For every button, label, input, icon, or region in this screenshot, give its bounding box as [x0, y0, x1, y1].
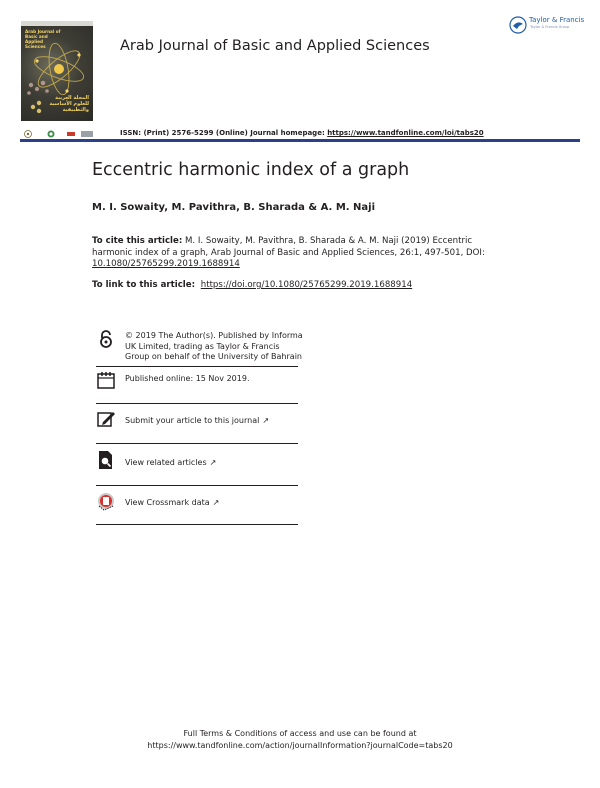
- calendar-icon: [96, 370, 116, 390]
- related-articles-label: View related articles: [125, 458, 207, 467]
- footer-terms-link[interactable]: https://www.tandfonline.com/action/journalInformation?journalCode=tabs20: [147, 741, 453, 750]
- issn-line: [120, 129, 484, 137]
- info-divider: [96, 366, 298, 367]
- link-label: To link to this article:: [92, 280, 196, 290]
- article-doi-link[interactable]: https://doi.org/10.1080/25765299.2019.1688914: [200, 280, 413, 290]
- publisher-logo-text: Taylor & Francis: [529, 16, 585, 24]
- crossmark-row[interactable]: [96, 491, 298, 515]
- header-divider: [20, 139, 580, 142]
- issn-text: ISSN: (Print) 2576-5299 (Online) Journal homepage:: [120, 129, 325, 137]
- submit-article-link[interactable]: [125, 416, 269, 427]
- external-link-icon: ↗: [209, 458, 217, 467]
- crossmark-link[interactable]: [125, 498, 219, 509]
- journal-homepage-link[interactable]: https://www.tandfonline.com/loi/tabs20: [327, 129, 484, 137]
- submit-article-label: Submit your article to this journal: [125, 416, 260, 425]
- footer-line-1: Full Terms & Conditions of access and use can be found at: [183, 729, 417, 738]
- publisher-logo-subtext: Taylor & Francis Group: [530, 25, 570, 29]
- publisher-logo[interactable]: [509, 16, 589, 36]
- citation-block: [92, 236, 492, 271]
- journal-title[interactable]: Arab Journal of Basic and Applied Sciences: [120, 38, 430, 54]
- open-access-icon: [96, 329, 116, 349]
- taylor-francis-logo-icon: [509, 16, 527, 34]
- article-link-line: [92, 280, 412, 290]
- info-divider: [96, 403, 298, 404]
- sponsor-logos: [21, 124, 96, 134]
- article-authors: M. I. Sowaity, M. Pavithra, B. Sharada & A. M. Naji: [92, 202, 376, 213]
- journal-cover-image: [21, 21, 93, 121]
- publisher-mini-logo: [81, 131, 93, 137]
- license-line-3: Group on behalf of the University of Bahrain: [125, 352, 302, 361]
- cover-arabic-title: المجلة العربية للعلوم الأساسية والتطبيقية: [49, 95, 89, 113]
- info-divider: [96, 524, 298, 525]
- external-link-icon: ↗: [212, 498, 220, 507]
- crossmark-icon: [96, 491, 116, 511]
- license-line-2: UK Limited, trading as Taylor & Francis: [125, 341, 280, 351]
- info-divider: [96, 485, 298, 486]
- cite-text: M. I. Sowaity, M. Pavithra, B. Sharada & A. M. Naji (2019) Eccentric harmonic index of a graph, Arab Journal of Basic and Applied Sciences, 26:1, 497-501, DOI:: [92, 236, 485, 258]
- submit-article-row[interactable]: [96, 409, 298, 431]
- edit-icon: [96, 409, 116, 429]
- license-row: [96, 329, 303, 365]
- cite-label: To cite this article:: [92, 236, 183, 246]
- search-document-icon: [96, 450, 116, 470]
- license-line-1: © 2019 The Author(s). Published by Informa: [125, 331, 303, 340]
- published-row: [96, 370, 298, 392]
- cite-doi-link[interactable]: 10.1080/25765299.2019.1688914: [92, 259, 240, 269]
- published-date: Published online: 15 Nov 2019.: [125, 374, 250, 383]
- external-link-icon: ↗: [262, 416, 270, 425]
- related-articles-link[interactable]: [125, 458, 216, 469]
- article-title: Eccentric harmonic index of a graph: [92, 160, 410, 180]
- partner-logo-icon: [67, 132, 75, 136]
- related-articles-row[interactable]: [96, 450, 298, 472]
- info-divider: [96, 443, 298, 444]
- terms-footer: [0, 728, 600, 752]
- crossmark-label: View Crossmark data: [125, 498, 210, 507]
- cover-title: Arab Journal of Basic and Applied Sciences: [25, 29, 61, 49]
